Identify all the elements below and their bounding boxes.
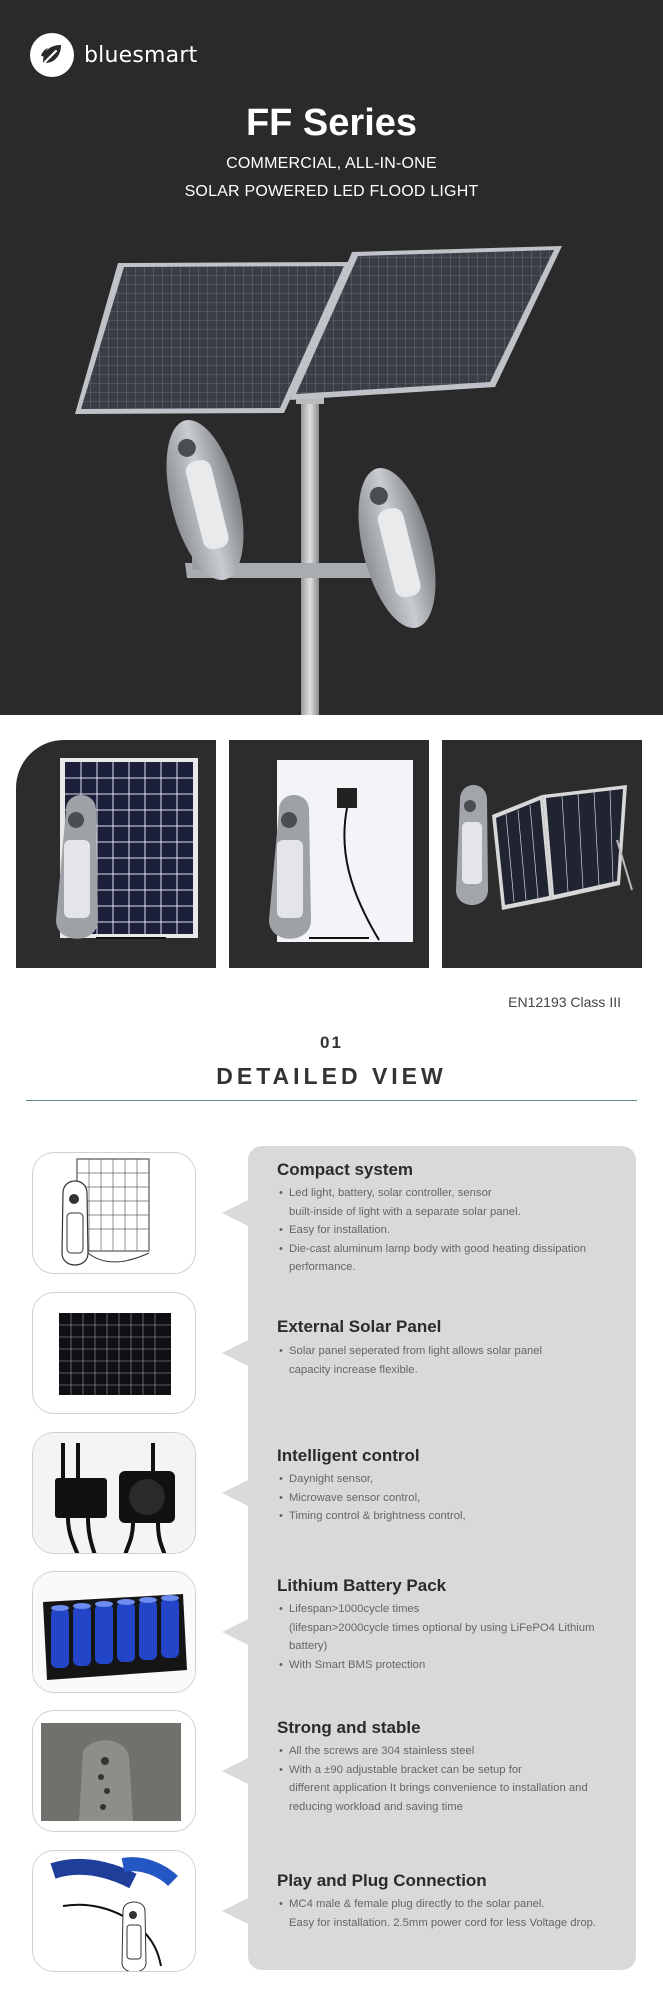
list-item: • Solar panel seperated from light allows solar panel capacity increase flexible. bbox=[279, 1345, 543, 1376]
list-item: • MC4 male & female plug directly to the solar panel. Easy for installation. 2.5mm power cord for less Voltage drop. bbox=[279, 1898, 597, 1929]
feature-title: Lithium Battery Pack bbox=[277, 1576, 447, 1595]
list-item: • With Smart BMS protection bbox=[279, 1658, 426, 1671]
feature-pointer bbox=[222, 1898, 248, 1924]
gallery-image-folding-panels[interactable] bbox=[442, 740, 642, 968]
hero-title: FF Series bbox=[245, 102, 418, 144]
feature-pointer bbox=[222, 1340, 248, 1366]
product-gallery bbox=[16, 740, 643, 970]
feature-pointer bbox=[222, 1758, 248, 1784]
flood-light-product-image bbox=[0, 230, 663, 715]
feature-pointer bbox=[222, 1480, 248, 1506]
list-item: • Timing control & brightness control, bbox=[279, 1510, 466, 1522]
feature-title: Strong and stable bbox=[277, 1718, 421, 1737]
feature-list bbox=[279, 1470, 619, 1526]
certification-label: EN12193 Class III bbox=[508, 994, 621, 1010]
leaf-logo-icon bbox=[30, 33, 74, 77]
list-item: • Lifespan>1000cycle times (lifespan>2000cycle times optional by using LiFePO4 Lithium battery) bbox=[279, 1603, 595, 1652]
list-item: • Easy for installation. bbox=[279, 1224, 391, 1236]
hero-subtitle-line2: SOLAR POWERED LED FLOOD LIGHT bbox=[184, 183, 479, 200]
feature-thumbnail[interactable] bbox=[32, 1710, 196, 1832]
list-item: • Die-cast aluminum lamp body with good heating dissipation performance. bbox=[279, 1242, 587, 1273]
feature-pointer bbox=[222, 1619, 248, 1645]
list-item: • All the screws are 304 stainless steel bbox=[279, 1745, 475, 1757]
feature-thumbnail[interactable] bbox=[32, 1152, 196, 1274]
feature-list bbox=[279, 1742, 619, 1816]
feature-pointer bbox=[222, 1200, 248, 1226]
section-divider bbox=[26, 1100, 637, 1101]
feature-title: Play and Plug Connection bbox=[277, 1871, 487, 1890]
section-number: 01 bbox=[320, 1033, 343, 1052]
hero-banner bbox=[0, 0, 663, 715]
feature-title: External Solar Panel bbox=[277, 1317, 442, 1336]
feature-list bbox=[279, 1895, 619, 1932]
list-item: • Microwave sensor control, bbox=[279, 1491, 421, 1504]
gallery-image-panel-back[interactable] bbox=[229, 740, 429, 968]
feature-thumbnail[interactable] bbox=[32, 1292, 196, 1414]
feature-thumbnail[interactable] bbox=[32, 1571, 196, 1693]
brand-name: bluesmart bbox=[84, 42, 198, 68]
list-item: • With a ±90 adjustable bracket can be setup for different application It brings convenience to installation and reducing workload and saving time bbox=[279, 1763, 588, 1813]
gallery-image-panel-front[interactable] bbox=[16, 740, 216, 968]
section-title: DETAILED VIEW bbox=[216, 1063, 447, 1089]
list-item: • Led light, battery, solar controller, sensor built-inside of light with a separate solar panel. bbox=[279, 1187, 521, 1218]
feature-title: Intelligent control bbox=[277, 1446, 420, 1465]
feature-thumbnail[interactable] bbox=[32, 1850, 196, 1972]
feature-title: Compact system bbox=[277, 1160, 414, 1179]
list-item: • Daynight sensor, bbox=[279, 1473, 374, 1485]
feature-list bbox=[279, 1600, 619, 1674]
feature-list bbox=[279, 1342, 619, 1379]
brand-logo[interactable] bbox=[30, 33, 197, 77]
feature-thumbnail[interactable] bbox=[32, 1432, 196, 1554]
feature-list bbox=[279, 1184, 619, 1277]
hero-subtitle-line1: COMMERCIAL, ALL-IN-ONE bbox=[226, 155, 437, 172]
